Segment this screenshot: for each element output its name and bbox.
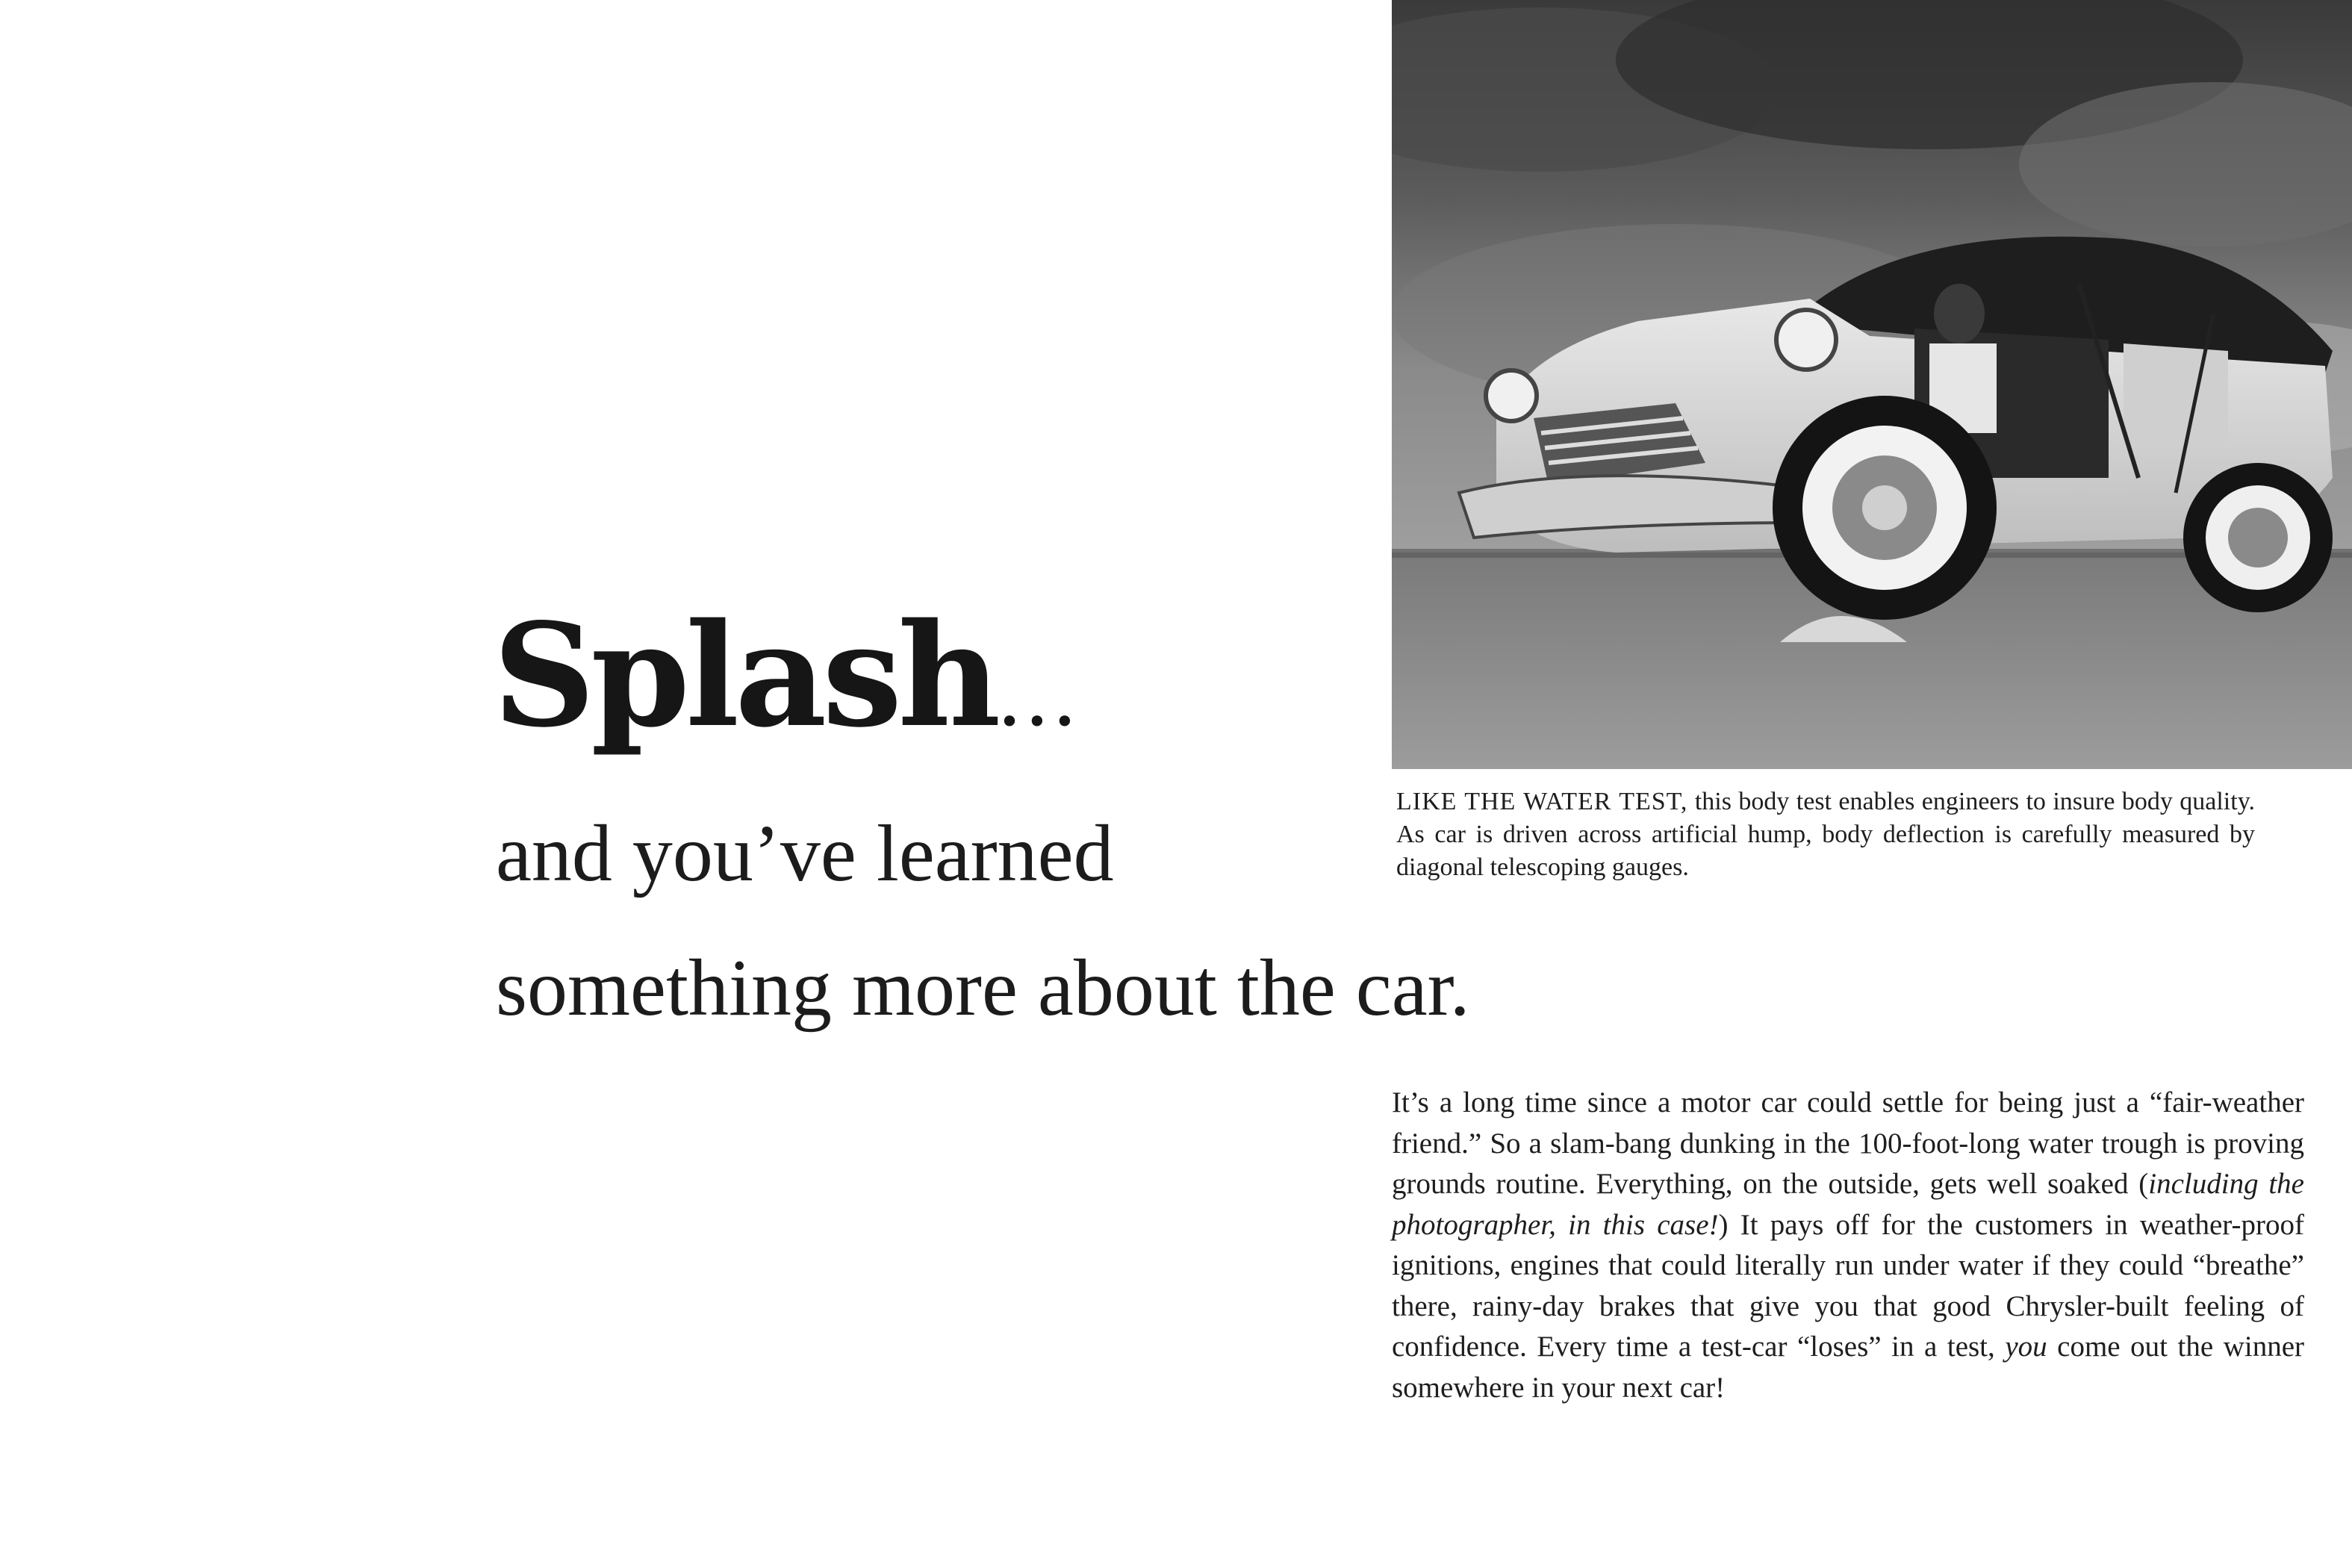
body-part-2: ) It pays off for the customers in weather-proof ignitions, engines that could literally run under water if they could “breathe” there, rainy-day brakes that give you that good Chrysler-built feeling of confidence. Every time a test-car “loses” in a test, [1392, 1208, 2304, 1363]
headline-splash: Splash [493, 592, 997, 759]
body-italic-1: including the photographer, in this case! [1392, 1168, 2304, 1241]
caption-text: this body test enables engineers to insure body quality. As car is driven across artificial hump, body deflection is carefully measured by diagonal telescoping gauges. [1396, 788, 2255, 881]
headline-ellipsis: ... [996, 649, 1080, 744]
body-part-3: come out the winner somewhere in your next car! [1392, 1331, 2304, 1404]
car-photo [1392, 0, 2352, 769]
car-photo-illustration [1392, 0, 2352, 769]
headline-line-3: something more about the car. [496, 944, 1470, 1033]
body-italic-2: you [2005, 1331, 2047, 1363]
caption-lead: LIKE THE WATER TEST, [1396, 788, 1688, 815]
headline-line-2: and you’ve learned [496, 809, 1114, 898]
body-paragraph [1392, 1083, 2304, 1408]
headline-word [493, 592, 1080, 759]
photo-caption [1396, 785, 2255, 884]
body-part-1: It’s a long time since a motor car could settle for being just a “fair-weather friend.” So a slam-bang dunking in the 100-foot-long water trough is proving grounds routine. Everything, on the outside, gets well soaked ( [1392, 1086, 2304, 1200]
